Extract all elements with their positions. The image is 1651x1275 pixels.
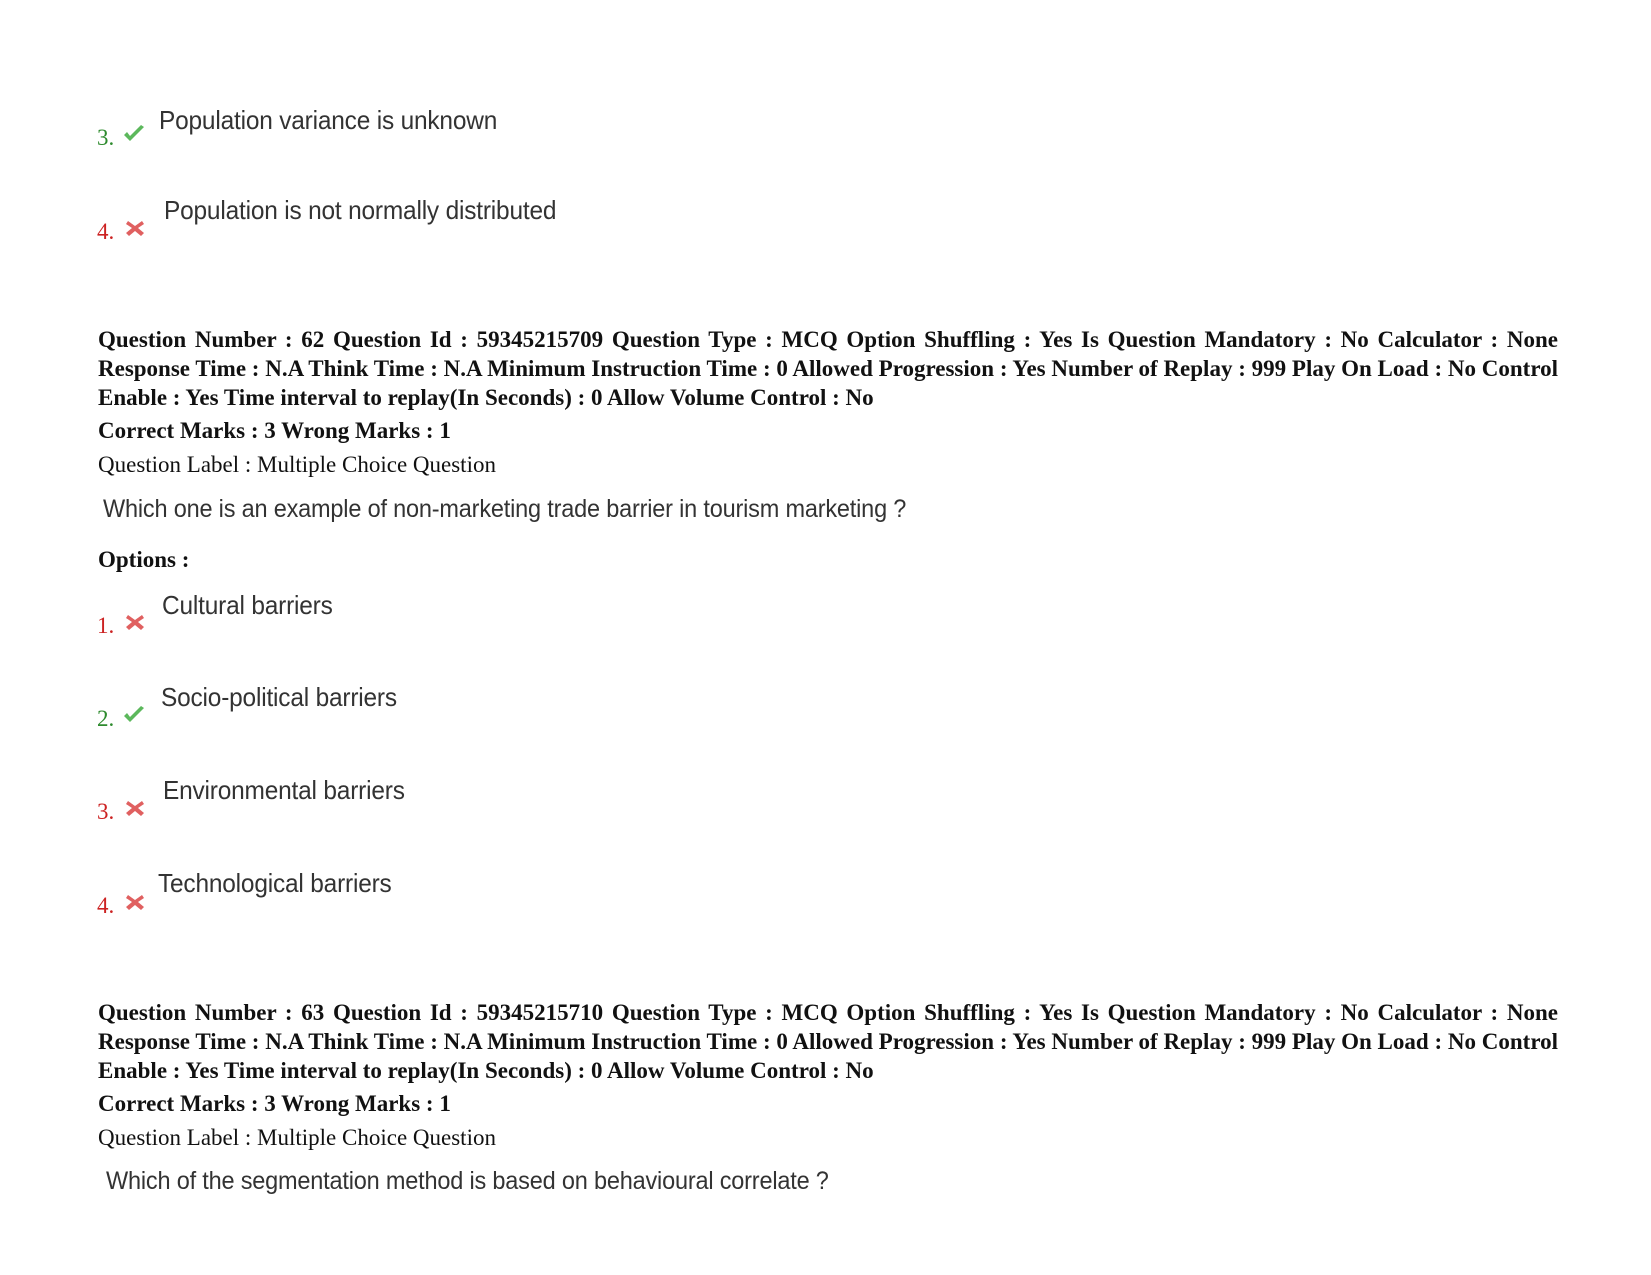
question-meta: Question Number : 62 Question Id : 59345215709 Question Type : MCQ Option Shuffling : Yes Is Question Mandatory : No Calculator : None Response Time : N.A Think Time : N.A Minimum Instruction Time : 0 Allowed Progression : Yes Number of Replay : 999 Play On Load : No Control Enable : Yes Time interval to replay(In Seconds) : 0 Allow Volume Control : No xyxy=(98,327,1558,410)
option-text: Population variance is unknown xyxy=(159,105,498,135)
question-meta: Question Number : 63 Question Id : 59345215710 Question Type : MCQ Option Shuffling : Yes Is Question Mandatory : No Calculator : None Response Time : N.A Think Time : N.A Minimum Instruction Time : 0 Allowed Progression : Yes Number of Replay : 999 Play On Load : No Control Enable : Yes Time interval to replay(In Seconds) : 0 Allow Volume Control : No xyxy=(98,1000,1558,1083)
option-number: 2. xyxy=(97,706,115,731)
question-text: Which of the segmentation method is based on behavioural correlate ? xyxy=(106,1167,829,1195)
option-number: 1. xyxy=(97,613,115,638)
question-label: Question Label : Multiple Choice Question xyxy=(98,1125,496,1150)
option-number: 4. xyxy=(97,219,115,244)
question-marks: Correct Marks : 3 Wrong Marks : 1 xyxy=(98,1091,451,1116)
options-heading: Options : xyxy=(98,547,190,572)
question-text: Which one is an example of non-marketing trade barrier in tourism marketing ? xyxy=(103,495,907,523)
option-number: 3. xyxy=(97,125,115,150)
option-text: Socio-political barriers xyxy=(161,682,397,712)
option-text: Environmental barriers xyxy=(163,775,405,805)
check-icon xyxy=(122,704,146,726)
option-text: Technological barriers xyxy=(158,868,392,898)
option-number: 4. xyxy=(97,893,115,918)
cross-icon xyxy=(123,891,147,913)
option-number: 3. xyxy=(97,799,115,824)
cross-icon xyxy=(123,611,147,633)
check-icon xyxy=(122,123,146,145)
question-label: Question Label : Multiple Choice Question xyxy=(98,452,496,477)
option-text: Population is not normally distributed xyxy=(164,195,557,225)
question-marks: Correct Marks : 3 Wrong Marks : 1 xyxy=(98,418,451,443)
cross-icon xyxy=(123,217,147,239)
cross-icon xyxy=(123,797,147,819)
option-text: Cultural barriers xyxy=(162,590,333,620)
